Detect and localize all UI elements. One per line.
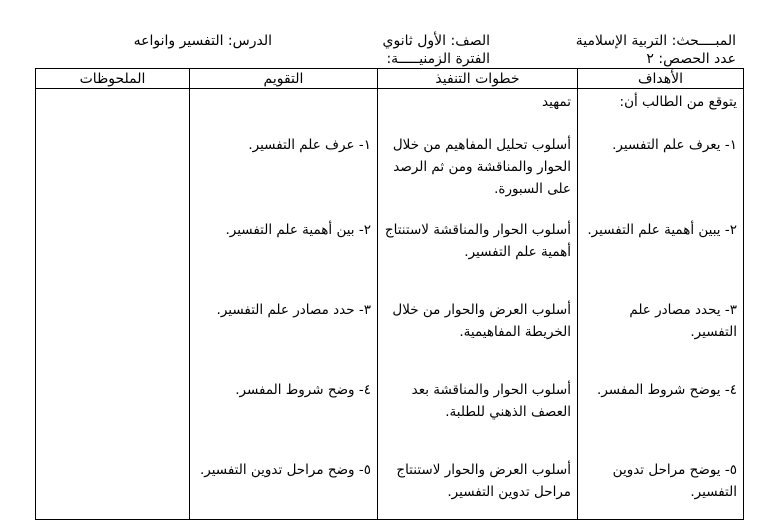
evaluation-column-header: التقويم (190, 69, 378, 89)
step-item: أسلوب تحليل المفاهيم من خلال الحوار والمناقشة ومن ثم الرصد على السبورة. (392, 137, 571, 197)
goals-column-header: الأهداف (578, 69, 744, 89)
sessions-count-field: عدد الحصص: ٢ (646, 51, 736, 67)
goal-item: ٥- يوضح مراحل تدوين التفسير. (612, 462, 737, 500)
evaluation-cell (190, 89, 378, 520)
evaluation-item: ١- عرف علم التفسير. (248, 137, 371, 153)
steps-cell (378, 89, 578, 520)
evaluation-item: ٥- وضح مراحل تدوين التفسير. (199, 462, 371, 478)
step-item: أسلوب العرض والحوار لاستنتاج مراحل تدوين التفسير. (396, 462, 571, 500)
step-item: أسلوب الحوار والمناقشة لاستنتاج أهمية علم التفسير. (384, 222, 571, 260)
notes-column-header: الملحوظات (36, 69, 190, 89)
goals-cell (578, 89, 744, 520)
step-item: أسلوب العرض والحوار من خلال الخريطة المفاهيمية. (392, 302, 571, 340)
steps-column-header: خطوات التنفيذ (378, 69, 578, 89)
lesson-field: الدرس: التفسير وانواعه (133, 33, 272, 49)
notes-cell (36, 89, 190, 520)
table-header-row (36, 69, 744, 89)
table-body-row (36, 89, 744, 520)
goal-item: ٢- يبين أهمية علم التفسير. (587, 222, 737, 238)
evaluation-item: ٢- بين أهمية علم التفسير. (225, 222, 371, 238)
step-item: أسلوب الحوار والمناقشة بعد العصف الذهني للطلبة. (411, 382, 571, 420)
goals-intro: يتوقع من الطالب أن: (619, 94, 737, 110)
evaluation-item: ٤- وضح شروط المفسر. (235, 382, 371, 398)
evaluation-item: ٣- حدد مصادر علم التفسير. (216, 302, 371, 318)
subject-field: المبــــحث: التربية الإسلامية (575, 33, 736, 49)
steps-intro: تمهيد (542, 94, 571, 110)
goal-item: ١- يعرف علم التفسير. (612, 137, 737, 153)
grade-field: الصف: الأول ثانوي (382, 33, 490, 49)
goal-item: ٤- يوضح شروط المفسر. (597, 382, 737, 398)
goal-item: ٣- يحدد مصادر علم التفسير. (629, 302, 737, 340)
period-field: الفترة الزمنيـــــة: (386, 51, 490, 67)
lesson-plan-table (35, 68, 744, 520)
